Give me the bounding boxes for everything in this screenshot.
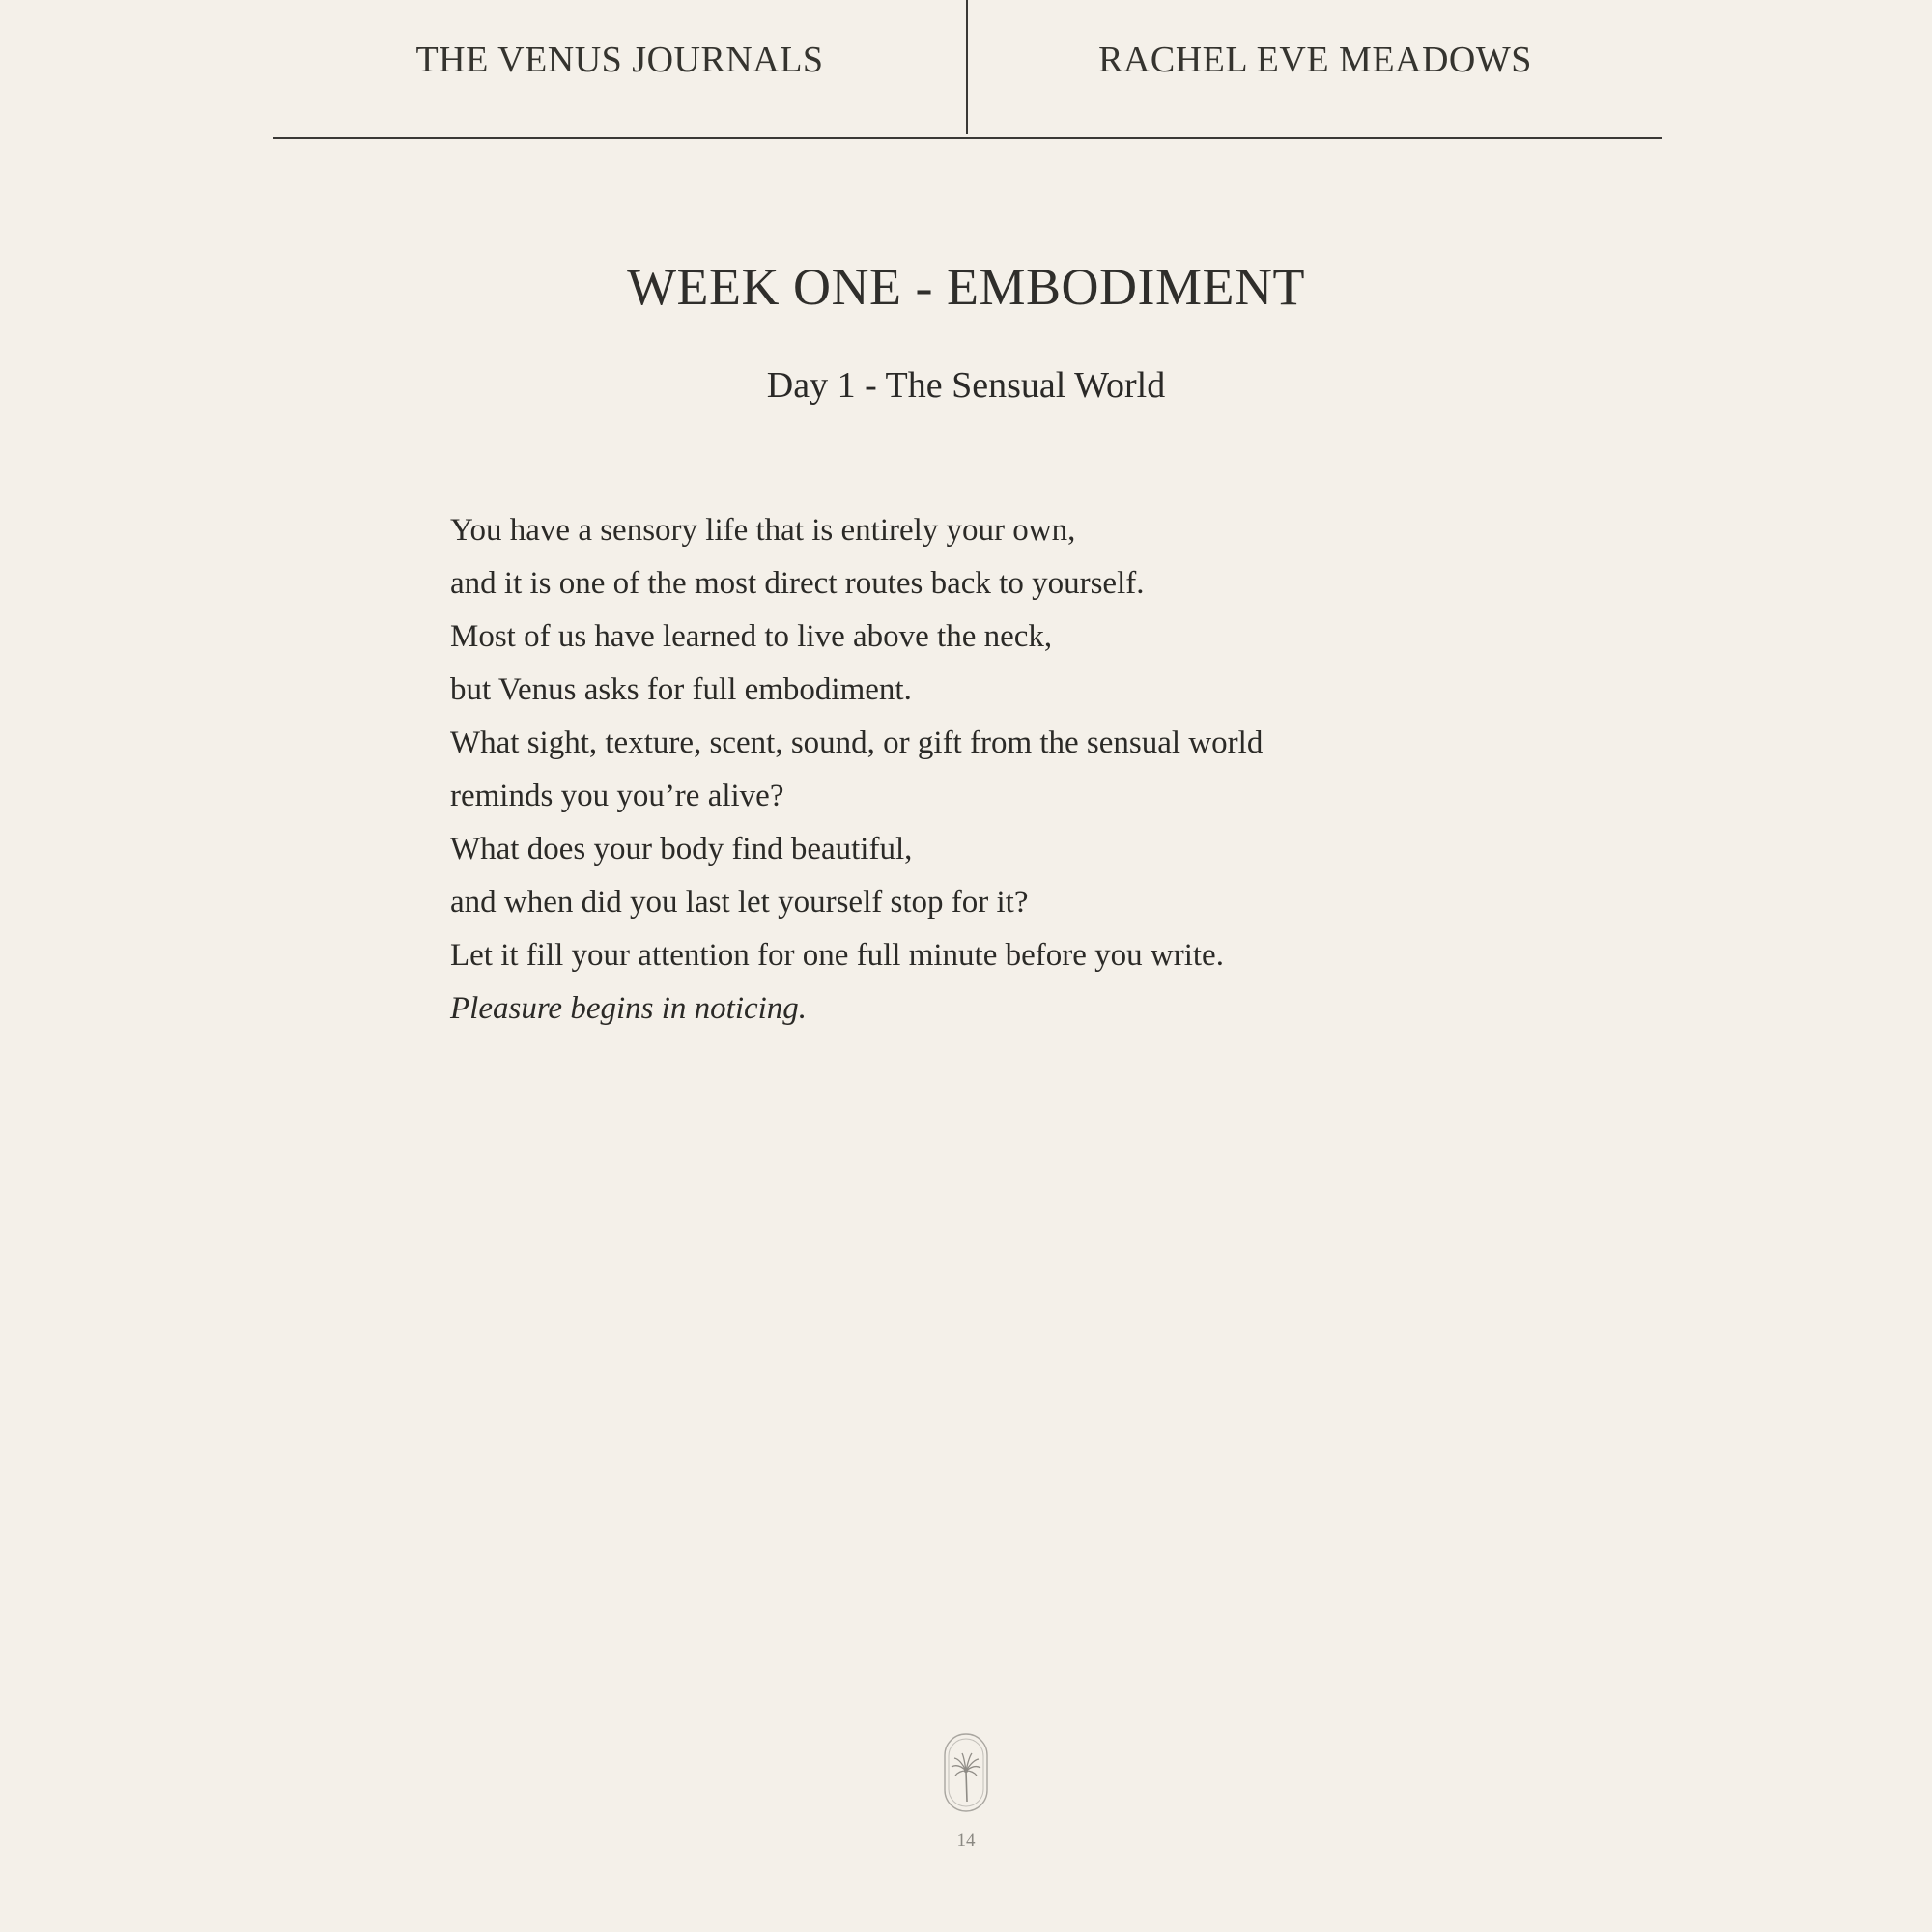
day-title: Day 1 - The Sensual World <box>766 365 1166 406</box>
closing-line: Pleasure begins in noticing. <box>450 991 808 1026</box>
prompt-text <box>450 504 1513 1036</box>
body-line: You have a sensory life that is entirely your own, <box>450 513 1076 548</box>
body-line: What sight, texture, scent, sound, or gift from the sensual world <box>450 725 1264 760</box>
body-line: What does your body find beautiful, <box>450 832 913 867</box>
page-number: 14 <box>956 1831 976 1851</box>
body-line: reminds you you’re alive? <box>450 779 784 813</box>
body-line: and when did you last let yourself stop for it? <box>450 885 1029 920</box>
header-rule <box>273 137 1662 139</box>
body-line: and it is one of the most direct routes back to yourself. <box>450 566 1145 601</box>
week-title: WEEK ONE - EMBODIMENT <box>627 258 1305 316</box>
header-author: RACHEL EVE MEADOWS <box>1098 40 1532 80</box>
header-book-title: THE VENUS JOURNALS <box>415 40 824 80</box>
palm-tree-arch-icon <box>943 1732 989 1813</box>
body-line: Most of us have learned to live above the neck, <box>450 619 1053 654</box>
body-line: Let it fill your attention for one full minute before you write. <box>450 938 1224 973</box>
body-line: but Venus asks for full embodiment. <box>450 672 912 707</box>
